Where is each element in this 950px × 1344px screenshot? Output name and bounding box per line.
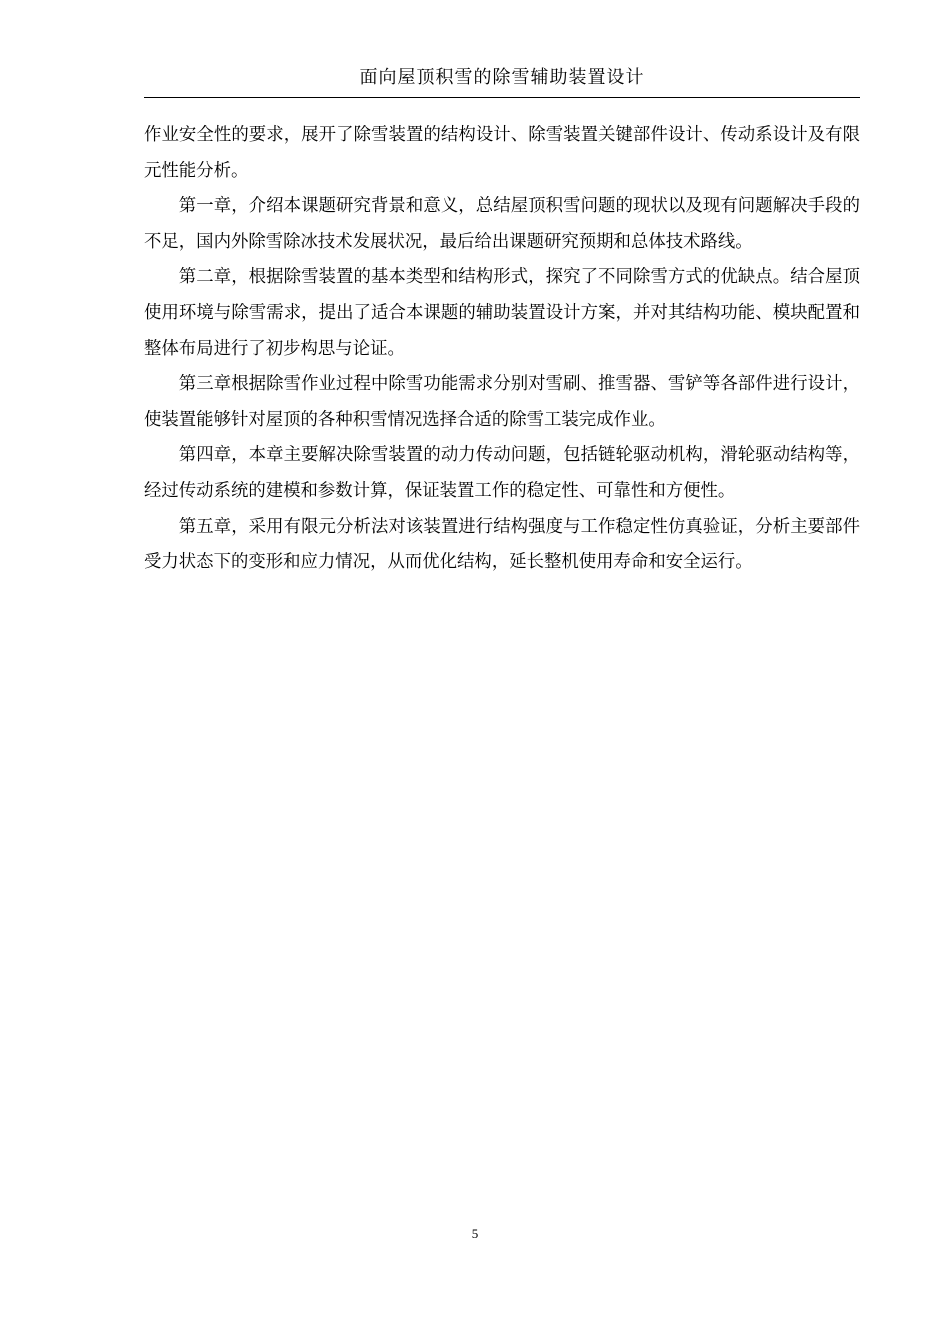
paragraph-chapter-5: 第五章，采用有限元分析法对该装置进行结构强度与工作稳定性仿真验证，分析主要部件受力状态下的变形和应力情况，从而优化结构，延长整机使用寿命和安全运行。 xyxy=(144,516,860,573)
paragraph-chapter-3: 第三章根据除雪作业过程中除雪功能需求分别对雪刷、推雪器、雪铲等各部件进行设计，使装置能够针对屋顶的各种积雪情况选择合适的除雪工装完成作业。 xyxy=(144,374,860,430)
paragraph-continuation: 作业安全性的要求，展开了除雪装置的结构设计、除雪装置关键部件设计、传动系设计及有限元性能分析。 xyxy=(144,125,860,181)
page-number: 5 xyxy=(471,1226,479,1241)
paragraph-chapter-1: 第一章，介绍本课题研究背景和意义，总结屋顶积雪问题的现状以及现有问题解决手段的不足，国内外除雪除冰技术发展状况，最后给出课题研究预期和总体技术路线。 xyxy=(144,196,860,252)
paragraph-chapter-4: 第四章，本章主要解决除雪装置的动力传动问题，包括链轮驱动机构，滑轮驱动结构等，经过传动系统的建模和参数计算，保证装置工作的稳定性、可靠性和方便性。 xyxy=(144,445,860,501)
paragraph-chapter-2: 第二章，根据除雪装置的基本类型和结构形式，探究了不同除雪方式的优缺点。结合屋顶使用环境与除雪需求，提出了适合本课题的辅助装置设计方案，并对其结构功能、模块配置和整体布局进行了初步构思与论证。 xyxy=(144,267,860,359)
body-text xyxy=(144,118,860,581)
running-header: 面向屋顶积雪的除雪辅助装置设计 xyxy=(359,67,645,88)
header-divider xyxy=(144,97,860,98)
